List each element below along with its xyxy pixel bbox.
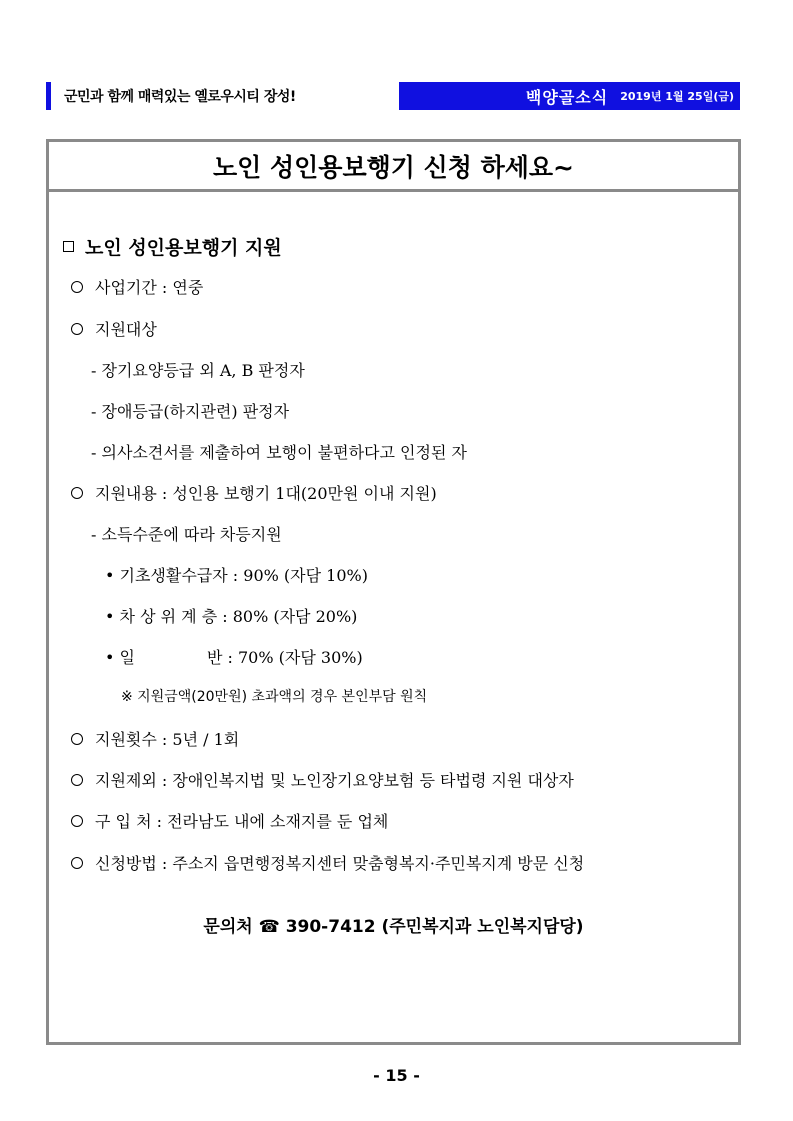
circle-bullet-icon	[71, 815, 83, 827]
contact-info: 문의처 ☎ 390-7412 (주민복지과 노인복지담당)	[203, 917, 584, 937]
item-exclusion	[71, 768, 574, 791]
item-target-text: 지원대상	[95, 320, 157, 339]
square-bullet-icon	[63, 241, 74, 252]
page-number: - 15 -	[373, 1066, 420, 1085]
notice-frame	[46, 139, 741, 1045]
note: ※ 지원금액(20만원) 초과액의 경우 본인부담 원칙	[121, 689, 428, 705]
circle-bullet-icon	[71, 323, 83, 335]
item-content	[71, 481, 437, 504]
target-sub-2: - 장애등급(하지관련) 판정자	[91, 402, 290, 421]
item-content-text: 지원내용 : 성인용 보행기 1대(20만원 이내 지원)	[95, 484, 437, 503]
item-count	[71, 727, 239, 750]
content-sub: - 소득수준에 따라 차등지원	[91, 525, 282, 544]
section-heading	[63, 233, 282, 260]
circle-bullet-icon	[71, 857, 83, 869]
header-newsletter-box	[399, 82, 740, 110]
circle-bullet-icon	[71, 774, 83, 786]
item-apply	[71, 851, 584, 874]
bullet-general	[105, 645, 363, 668]
item-target	[71, 317, 157, 340]
item-period-text: 사업기간 : 연중	[95, 278, 204, 297]
bullet-general-right: 반 : 70% (자담 30%)	[206, 648, 363, 667]
title-row	[49, 142, 738, 192]
circle-bullet-icon	[71, 733, 83, 745]
header-slogan: 군민과 함께 매력있는 옐로우시티 장성!	[64, 89, 296, 105]
page-title: 노인 성인용보행기 신청 하세요~	[212, 152, 574, 182]
item-purchase-text: 구 입 처 : 전라남도 내에 소재지를 둔 업체	[95, 812, 389, 831]
item-purchase	[71, 809, 388, 832]
circle-bullet-icon	[71, 281, 83, 293]
item-count-text: 지원횟수 : 5년 / 1회	[95, 730, 240, 749]
target-sub-1: - 장기요양등급 외 A, B 판정자	[91, 361, 305, 380]
issue-date: 2019년 1월 25일(금)	[620, 90, 734, 103]
item-apply-text: 신청방법 : 주소지 읍면행정복지센터 맞춤형복지·주민복지계 방문 신청	[95, 854, 585, 873]
bullet-general-left: • 일	[105, 648, 135, 667]
item-period	[71, 275, 203, 298]
newsletter-name: 백양골소식	[525, 87, 609, 107]
circle-bullet-icon	[71, 487, 83, 499]
bullet-basic-livelihood: • 기초생활수급자 : 90% (자담 10%)	[105, 566, 368, 585]
section-heading-text: 노인 성인용보행기 지원	[85, 237, 282, 259]
target-sub-3: - 의사소견서를 제출하여 보행이 불편하다고 인정된 자	[91, 443, 467, 462]
item-exclusion-text: 지원제외 : 장애인복지법 및 노인장기요양보험 등 타법령 지원 대상자	[95, 771, 574, 790]
bullet-near-poverty: • 차 상 위 계 층 : 80% (자담 20%)	[105, 607, 358, 626]
header-accent-bar	[46, 82, 51, 110]
